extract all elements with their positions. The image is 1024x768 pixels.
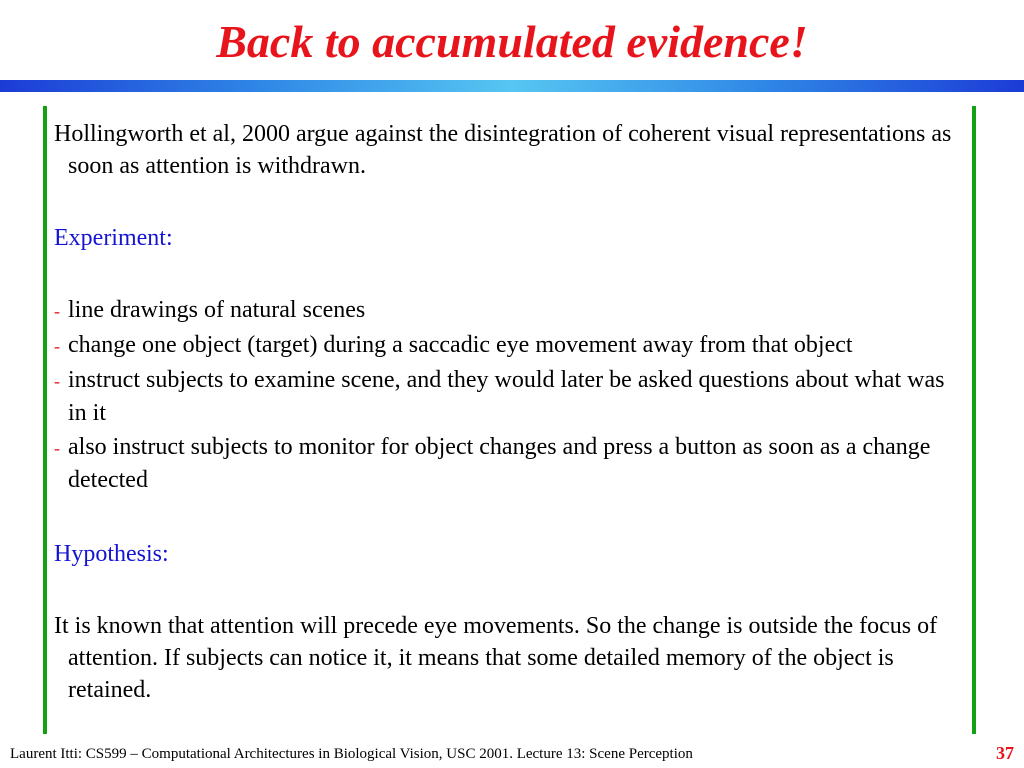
bullet-dash: - [54, 371, 60, 391]
bullet-item [54, 364, 962, 429]
page-number: 37 [996, 743, 1014, 763]
bullet-item [54, 329, 962, 362]
spacer [54, 254, 962, 294]
hypothesis-heading: Hypothesis: [54, 541, 169, 567]
bullet-item [54, 294, 962, 327]
bullet-dash: - [54, 438, 60, 458]
slide-content [54, 118, 962, 706]
bullet-text: instruct subjects to examine scene, and they would later be asked questions about what was in it [68, 367, 945, 426]
bullet-text: also instruct subjects to monitor for object changes and press a button as soon as a change detected [68, 434, 931, 493]
experiment-bullet-list [54, 294, 962, 496]
bullet-text: line drawings of natural scenes [68, 297, 366, 323]
left-green-bar [43, 106, 47, 734]
footer-credit: Laurent Itti: CS599 – Computational Architectures in Biological Vision, USC 2001. Lecture 13: Scene Perception [10, 746, 693, 762]
spacer [54, 570, 962, 610]
intro-paragraph: Hollingworth et al, 2000 argue against the disintegration of coherent visual representations as soon as attention is withdrawn. [54, 121, 952, 179]
bullet-text: change one object (target) during a saccadic eye movement away from that object [68, 332, 853, 358]
title-underline-rule [0, 80, 1024, 92]
spacer [54, 182, 962, 222]
hypothesis-paragraph: It is known that attention will precede eye movements. So the change is outside the focus of attention. If subjects can notice it, it means that some detailed memory of the object is retained. [54, 613, 938, 703]
slide-title: Back to accumulated evidence! [216, 16, 808, 67]
right-green-bar [972, 106, 976, 734]
bullet-dash: - [54, 301, 60, 321]
bullet-item [54, 431, 962, 496]
spacer [54, 498, 962, 538]
experiment-heading: Experiment: [54, 225, 173, 251]
bullet-dash: - [54, 336, 60, 356]
